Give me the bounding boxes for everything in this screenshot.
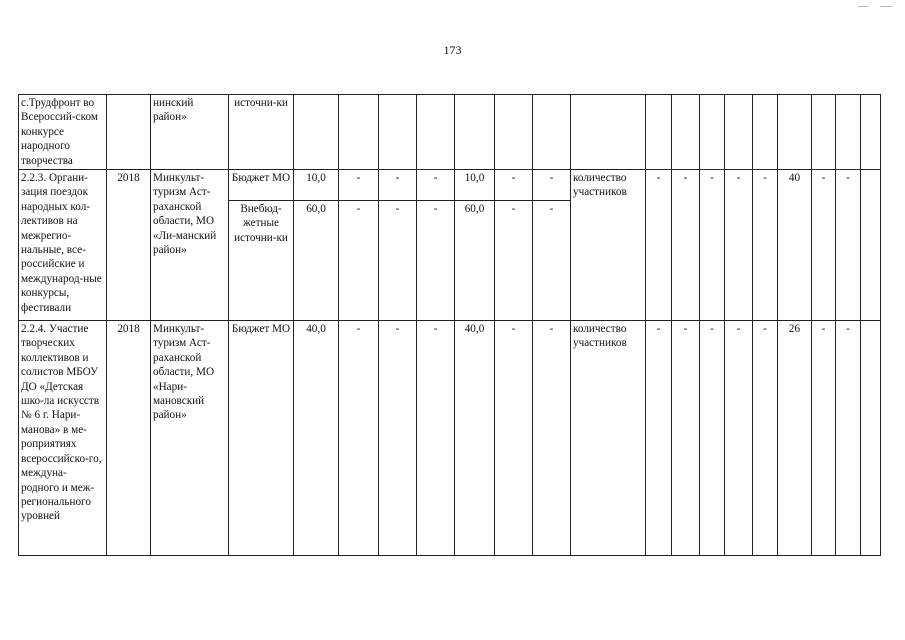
funding-year	[417, 95, 455, 170]
funding-source: Бюджет МО	[229, 321, 294, 556]
target-cell: 40	[778, 170, 812, 321]
target-cell: -	[836, 170, 861, 321]
target-cell: -	[672, 321, 700, 556]
scan-mark	[880, 6, 892, 7]
target-cell	[861, 95, 881, 170]
target-cell	[836, 95, 861, 170]
funding-year: -	[533, 201, 571, 321]
executor-cell: Минкульт-туризм Аст-раханской области, МО «Ли-манский район»	[151, 170, 229, 321]
funding-source: источни-ки	[229, 95, 294, 170]
funding-year	[495, 95, 533, 170]
scan-mark	[858, 6, 868, 7]
indicator-cell	[571, 95, 646, 170]
funding-year: -	[379, 170, 417, 201]
funding-year	[379, 95, 417, 170]
program-table	[18, 94, 881, 556]
funding-year: 40,0	[455, 321, 495, 556]
funding-year: -	[495, 170, 533, 201]
funding-total: 10,0	[294, 170, 339, 201]
measure-name: 2.2.4. Участие творческих коллективов и солистов МБОУ ДО «Детская шко-ла искусств № 6 г. Нари-манова» в ме-роприятиях всероссийско-го, междуна-родного и меж-регионального уровней	[19, 321, 107, 556]
table-row	[19, 321, 881, 556]
target-cell: -	[700, 170, 725, 321]
funding-year: -	[495, 201, 533, 321]
executor-cell: нинский район»	[151, 95, 229, 170]
target-cell: -	[753, 321, 778, 556]
target-cell: -	[672, 170, 700, 321]
funding-year: -	[417, 201, 455, 321]
page-number: 173	[443, 43, 462, 57]
target-cell: 26	[778, 321, 812, 556]
target-cell	[753, 95, 778, 170]
funding-year: 10,0	[455, 170, 495, 201]
funding-total	[294, 95, 339, 170]
target-cell	[812, 95, 836, 170]
target-cell: -	[836, 321, 861, 556]
funding-year: -	[339, 170, 379, 201]
target-cell: -	[700, 321, 725, 556]
funding-source: Внебюд-жетные источни-ки	[229, 201, 294, 321]
target-cell	[725, 95, 753, 170]
target-cell: -	[646, 170, 672, 321]
funding-year: -	[339, 201, 379, 321]
target-cell	[861, 170, 881, 321]
target-cell	[861, 321, 881, 556]
funding-year: -	[379, 321, 417, 556]
funding-year	[533, 95, 571, 170]
table-row	[19, 170, 881, 201]
funding-total: 60,0	[294, 201, 339, 321]
funding-year	[455, 95, 495, 170]
funding-year	[339, 95, 379, 170]
target-cell: -	[812, 170, 836, 321]
target-cell: -	[725, 321, 753, 556]
funding-source: Бюджет МО	[229, 170, 294, 201]
funding-year: -	[417, 321, 455, 556]
funding-year: -	[339, 321, 379, 556]
funding-year: -	[533, 170, 571, 201]
target-cell	[646, 95, 672, 170]
year-cell	[107, 95, 151, 170]
funding-total: 40,0	[294, 321, 339, 556]
indicator-cell: количество участников	[571, 321, 646, 556]
funding-year: -	[379, 201, 417, 321]
target-cell	[778, 95, 812, 170]
target-cell: -	[646, 321, 672, 556]
target-cell: -	[725, 170, 753, 321]
indicator-cell: количество участников	[571, 170, 646, 321]
target-cell: -	[753, 170, 778, 321]
target-cell	[700, 95, 725, 170]
table-row	[19, 95, 881, 170]
funding-year: -	[495, 321, 533, 556]
funding-year: 60,0	[455, 201, 495, 321]
executor-cell: Минкульт-туризм Аст-раханской области, МО «Нари-мановский район»	[151, 321, 229, 556]
year-cell: 2018	[107, 321, 151, 556]
funding-year: -	[417, 170, 455, 201]
measure-name: с.Трудфронт во Всероссий-ском конкурсе народного творчества	[19, 95, 107, 170]
target-cell: -	[812, 321, 836, 556]
funding-year: -	[533, 321, 571, 556]
target-cell	[672, 95, 700, 170]
measure-name: 2.2.3. Органи-зация поездок народных кол-лективов на межрегио-нальные, все-российские и международ-ные конкурсы, фестивали	[19, 170, 107, 321]
year-cell: 2018	[107, 170, 151, 321]
